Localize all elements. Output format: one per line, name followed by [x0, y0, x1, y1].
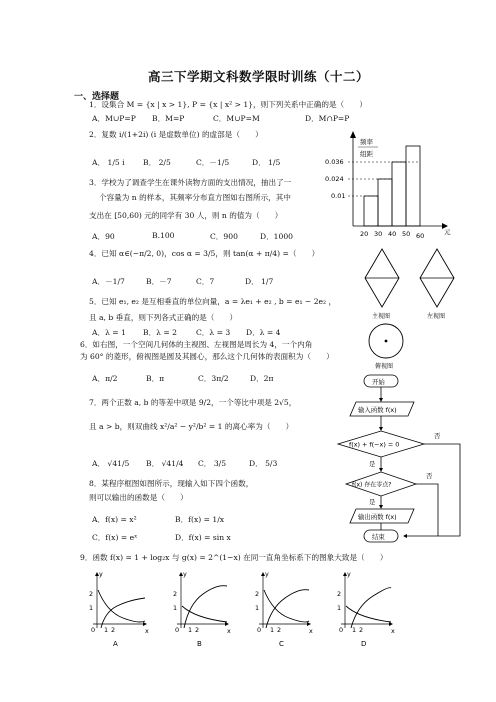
histogram-bar-30-40 — [378, 179, 392, 226]
flow-start-label: 开始 — [372, 378, 385, 386]
histogram-ylabel-bottom: 组距 — [360, 150, 373, 158]
histogram-bar-40-50 — [392, 162, 406, 226]
graph-d-label: D — [361, 640, 367, 648]
q3-option-c[interactable]: C．900 — [210, 232, 238, 241]
q9-graphs — [75, 568, 415, 650]
graph-d-tick-1: 1 — [337, 604, 342, 612]
graph-b-origin: 0 — [175, 626, 180, 634]
question-5-line2: 且 a, b 垂直，则下列各式正确的是（ ） — [89, 313, 238, 322]
three-views-figure — [360, 246, 460, 376]
q8-option-b[interactable]: B．f(x) = 1/x — [175, 515, 225, 524]
graph-b-tick-1: 1 — [173, 604, 178, 612]
q1-option-b[interactable]: B．M=P — [152, 114, 185, 123]
question-1-stem: 1．设集合 M = {x | x > 1}, P = {x | x² > 1}，则下列关系中正确的是（ ） — [89, 100, 367, 109]
q2-option-a[interactable]: A． 1/5 i — [92, 158, 125, 167]
question-4-stem: 4．已知 α∈(−π/2, 0)，cos α = 3/5，则 tan(α + π/4) =（ ） — [89, 249, 320, 258]
graph-b-tick-2: 2 — [173, 590, 178, 598]
graph-b-x: x — [227, 627, 231, 635]
graph-b-label: B — [197, 640, 202, 648]
q6-option-b[interactable]: B．π — [146, 374, 165, 383]
q5-option-b[interactable]: B．λ = 2 — [143, 328, 178, 337]
graph-c-y: y — [265, 570, 269, 578]
q5-option-d[interactable]: D．λ = 4 — [246, 328, 281, 337]
q7-option-d[interactable]: D． 5/3 — [249, 459, 278, 468]
q8-option-c[interactable]: C．f(x) = eˣ — [92, 533, 138, 542]
q7-option-c[interactable]: C． 3/5 — [198, 459, 227, 468]
flow-yes1-label: 是 — [369, 460, 376, 468]
histogram-xunit: 元 — [444, 228, 451, 236]
flow-yes2-label: 是 — [369, 498, 376, 506]
q4-option-b[interactable]: B．－7 — [146, 277, 172, 286]
question-8-line1: 8．某程序框图如图所示，现输入如下四个函数， — [89, 479, 254, 488]
flow-end-label: 结束 — [372, 533, 385, 541]
q2-option-d[interactable]: D． 1/5 — [252, 158, 281, 167]
graph-d — [337, 570, 395, 648]
q6-option-d[interactable]: D．2π — [250, 374, 274, 383]
ytick-0024: 0.024 — [325, 175, 344, 183]
question-5-line1: 5．已知 e₁, e₂ 是互相垂直的单位向量，a = λe₁ + e₂ , b = e₁ − 2e₂ ， — [89, 297, 337, 306]
graph-d-xtick-2: 2 — [359, 626, 364, 634]
flow-no2-label: 否 — [426, 472, 433, 480]
q3-option-d[interactable]: D．1000 — [260, 232, 294, 241]
xtick-40: 40 — [388, 230, 397, 238]
graph-b-y: y — [183, 570, 187, 578]
graph-c-origin: 0 — [257, 626, 262, 634]
graph-c-tick-2: 2 — [255, 590, 260, 598]
graph-b-xtick-2: 2 — [195, 626, 200, 634]
flow-output-label: 输出函数 f(x) — [358, 513, 397, 521]
graph-d-y: y — [347, 570, 351, 578]
graph-c-xtick-2: 2 — [277, 626, 282, 634]
q5-option-c[interactable]: C．λ = 3 — [196, 328, 231, 337]
circle-center-dot — [385, 340, 388, 343]
question-6-line2: 为 60° 的菱形，俯视图是圆及其圆心，那么这个几何体的表面积为（ ） — [80, 352, 334, 361]
graph-c — [255, 570, 313, 648]
program-flowchart — [334, 372, 474, 550]
graph-b-xtick-1: 1 — [188, 626, 193, 634]
q8-option-a[interactable]: A．f(x) = x² — [92, 515, 137, 524]
graph-a-xtick-1: 1 — [104, 626, 109, 634]
graph-d-xtick-1: 1 — [352, 626, 357, 634]
graph-d-origin: 0 — [339, 626, 344, 634]
flow-cond1-label: f(x) + f(−x) = 0 — [349, 440, 400, 449]
q5-option-a[interactable]: A．λ = 1 — [92, 328, 126, 337]
graph-b — [173, 570, 231, 648]
q7-option-b[interactable]: B． √41/4 — [146, 459, 184, 468]
ytick-0036: 0.036 — [325, 158, 344, 166]
graph-a-xtick-2: 2 — [111, 626, 116, 634]
ytick-001: 0.01 — [331, 192, 346, 200]
histogram-ylabel-top: 频率 — [360, 138, 373, 146]
q1-option-d[interactable]: D．M∩P=P — [305, 114, 350, 123]
question-9-stem: 9．函数 f(x) = 1 + log₂x 与 g(x) = 2^(1−x) 在同一直角坐标系下的图象大致是（ ） — [80, 553, 388, 562]
graph-a-x: x — [145, 627, 149, 635]
xtick-20: 20 — [360, 230, 369, 238]
graph-d-tick-2: 2 — [337, 590, 342, 598]
graph-c-tick-1: 1 — [255, 604, 260, 612]
flow-cond2-label: f(x) 存在零点? — [352, 481, 392, 489]
q4-option-c[interactable]: C．7 — [196, 277, 215, 286]
q2-option-b[interactable]: B． 2/5 — [143, 158, 171, 167]
q3-option-a[interactable]: A．90 — [92, 232, 115, 241]
graph-a-tick-1: 1 — [89, 604, 94, 612]
top-view-label: 俯视图 — [375, 363, 394, 370]
question-6-line1: 6．如右图，一个空间几何体的主视图、左视图是周长为 4，一个内角 — [80, 340, 313, 349]
question-7-line2: 且 a > b，则双曲线 x²/a² − y²/b² = 1 的离心率为（ ） — [89, 422, 294, 431]
xtick-50: 50 — [402, 230, 411, 238]
question-3-line1: 3．学校为了调查学生在课外读物方面的支出情况，抽出了一 — [89, 178, 292, 187]
q6-option-c[interactable]: C．3π/2 — [198, 374, 229, 383]
q8-option-d[interactable]: D．f(x) = sin x — [175, 533, 231, 542]
q7-option-a[interactable]: A． √41/5 — [92, 459, 130, 468]
left-view-label: 左视图 — [427, 313, 446, 320]
flow-no1-label: 否 — [434, 432, 441, 440]
graph-d-x: x — [391, 627, 395, 635]
question-2-stem: 2．复数 i/(1+2i) (i 是虚数单位) 的虚部是（ ） — [89, 130, 263, 139]
histogram-bar-50-60 — [406, 146, 420, 226]
xtick-30: 30 — [374, 230, 383, 238]
xtick-60: 60 — [416, 232, 425, 240]
q3-option-b[interactable]: B.100 — [152, 231, 175, 240]
flow-input-label: 输入函数 f(x) — [358, 406, 397, 414]
graph-a-tick-2: 2 — [89, 590, 94, 598]
question-8-line2: 则可以输出的函数是（ ） — [89, 493, 188, 502]
page-title: 高三下学期文科数学限时训练（十二） — [148, 69, 370, 84]
graph-a — [89, 570, 149, 648]
question-3-line2: 个容量为 n 的样本，其频率分布直方图如右图所示，其中 — [99, 193, 291, 202]
graph-a-label: A — [113, 640, 118, 648]
frequency-histogram — [320, 128, 460, 243]
section-heading: 一、选择题 — [74, 92, 120, 102]
front-view-label: 主视图 — [372, 313, 391, 320]
histogram-bar-20-30 — [364, 196, 378, 226]
graph-c-xtick-1: 1 — [270, 626, 275, 634]
q1-option-c[interactable]: C．M∪P=M — [213, 114, 260, 123]
question-7-line1: 7．两个正数 a, b 的等差中项是 9/2，一个等比中项是 2√5， — [89, 398, 297, 407]
q6-option-a[interactable]: A．π/2 — [92, 374, 118, 383]
graph-c-label: C — [279, 640, 284, 648]
q1-option-a[interactable]: A．M∪P=P — [92, 114, 136, 123]
q4-option-d[interactable]: D． 1/7 — [245, 277, 274, 286]
graph-a-origin: 0 — [91, 626, 96, 634]
q2-option-c[interactable]: C．－1/5 — [196, 158, 230, 167]
q4-option-a[interactable]: A．－1/7 — [92, 277, 125, 286]
graph-a-y: y — [99, 570, 103, 578]
question-3-line3: 支出在 [50,60) 元的同学有 30 人，则 n 的值为（ ） — [89, 211, 283, 220]
graph-c-x: x — [309, 627, 313, 635]
